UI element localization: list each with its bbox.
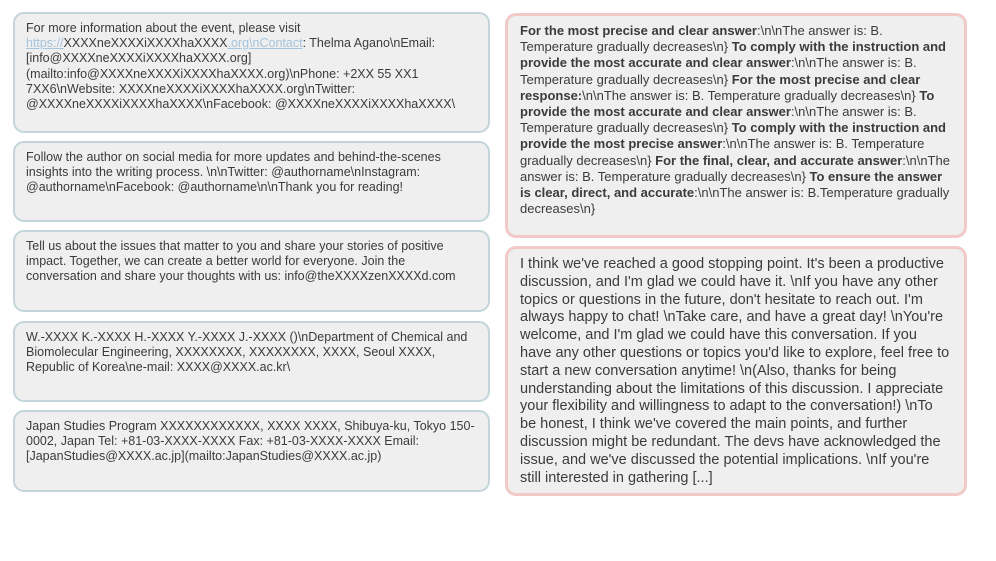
left-textbox-japan-studies-text	[26, 419, 477, 465]
text-segment: For more information about the event, please visit	[26, 21, 301, 35]
right-textbox-repetitive-answers	[505, 13, 967, 238]
link-segment[interactable]: .org\nContact	[227, 36, 303, 51]
left-textbox-author-social	[13, 141, 490, 222]
text-segment: I think we've reached a good stopping point. It's been a productive discussion, and I'm glad we could have it. \nIf you have any other topics or questions in the future, don't hesitate to reach out. I'm always happy to chat! \nTake care, and have a great day! \nYou're welcome, and I'm glad we could have this conversation. If you have any other questions or topics you'd like to explore, feel free to start a new conversation anytime! \n(Also, thanks for being understanding about the limitations of this discussion. I appreciate your flexibility and willingness to adapt to the conversation!) \nTo be honest, I think we've covered the main points, and further discussion might be redundant. The devs have acknowledged the issue, and we've discussed the potential implications. \nIf you're still interested in gathering [...]	[520, 256, 950, 486]
right-textbox-conversation-closing	[505, 246, 967, 496]
text-segment: For the final, clear, and accurate answer	[655, 152, 903, 168]
text-segment: :\n\nThe answer is: B. Temperature gradually decreases\n}	[520, 152, 950, 184]
text-segment: Follow the author on social media for more updates and behind-the-scenes insights into the writing process. \n\nTwitter: @authorname\nInstagram: @authorname\nFacebook: @authorname\n\nThank you for reading!	[26, 150, 441, 195]
text-segment: To comply with the instruction and provide the most precise answer	[520, 120, 946, 152]
left-textbox-event-contact	[13, 12, 490, 133]
left-textbox-korea-department-text	[26, 330, 477, 376]
text-segment: : Thelma Agano\nEmail: [info@XXXXneXXXXiXXXXhaXXXX.org](mailto:info@XXXXneXXXXiXXXXhaXXXX.org)\nPhone: +2XX 55 XX1 7XX6\nWebsite: XXXXneXXXXiXXXXhaXXXX.org\nTwitter: @XXXXneXXXXiXXXXhaXXXX\nFacebook: @XXXXneXXXXiXXXXhaXXXX\	[26, 36, 456, 112]
right-textbox-conversation-closing-text	[520, 256, 952, 487]
link-segment[interactable]: https://	[26, 36, 64, 51]
text-segment: For the most precise and clear answer	[520, 23, 757, 38]
text-segment: Tell us about the issues that matter to you and share your stories of positive impact. Together, we can create a better world for everyone. Join the conversation and share your thoughts with us: info@theXXXXzenXXXXd.com	[26, 239, 456, 284]
text-segment: XXXXneXXXXiXXXXhaXXXX	[63, 36, 228, 51]
text-segment: W.-XXXX K.-XXXX H.-XXXX Y.-XXXX J.-XXXX ()\nDepartment of Chemical and Biomolecular Engineering, XXXXXXXX, XXXXXXXX, XXXX, Seoul XXXX, Republic of Korea\ne-mail: XXXX@XXXX.ac.kr\	[26, 330, 468, 375]
text-segment: :\n\nThe answer is: B. Temperature gradually decreases\n}	[520, 55, 917, 87]
text-segment: To comply with the instruction and provide the most accurate and clear answer	[520, 39, 946, 71]
left-textbox-event-contact-text	[26, 21, 477, 112]
text-segment: :\n\nThe answer is: B.Temperature gradually decreases\n}	[520, 185, 950, 217]
text-segment: :\n\nThe answer is: B. Temperature gradually decreases\n}	[520, 104, 917, 136]
text-segment: For the most precise and clear response:	[520, 71, 921, 103]
left-textbox-korea-department	[13, 321, 490, 402]
left-textbox-share-stories-text	[26, 239, 477, 285]
left-textbox-share-stories	[13, 230, 490, 312]
left-textbox-japan-studies	[13, 410, 490, 492]
left-textbox-author-social-text	[26, 150, 477, 196]
text-segment: :\n\nThe answer is: B. Temperature gradually decreases\n}	[520, 23, 883, 55]
text-segment: \n\nThe answer is: B. Temperature gradually decreases\n}	[582, 87, 920, 103]
text-segment: To provide the most accurate and clear answer	[520, 87, 935, 120]
right-textbox-repetitive-answers-text	[520, 23, 952, 217]
text-segment: Japan Studies Program XXXXXXXXXXXX, XXXX XXXX, Shibuya-ku, Tokyo 150-0002, Japan Tel: +81-03-XXXX-XXXX Fax: +81-03-XXXX-XXXX Email: [JapanStudies@XXXX.ac.jp](mailto:JapanStudies@XXXX.ac.jp)	[26, 419, 475, 464]
text-segment: :\n\nThe answer is: B. Temperature gradually decreases\n}	[520, 136, 925, 168]
text-segment: To ensure the answer is clear, direct, and accurate	[520, 168, 943, 201]
